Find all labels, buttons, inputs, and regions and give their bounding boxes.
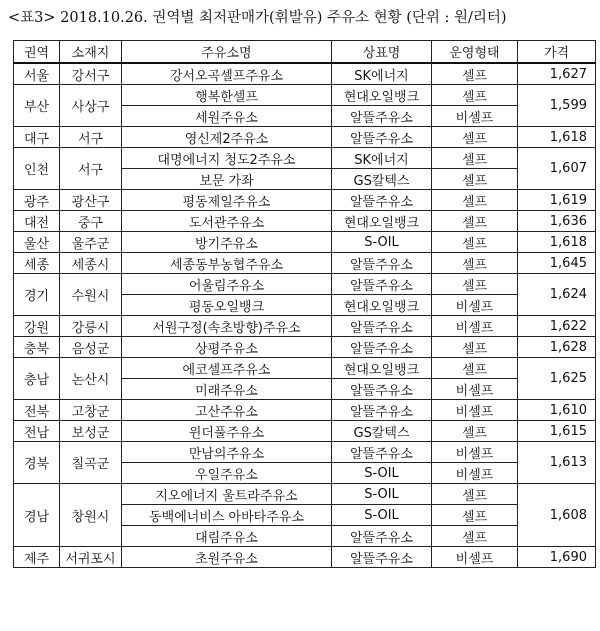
header-station-name: 주유소명: [122, 41, 332, 64]
header-brand: 상표명: [332, 41, 432, 64]
price-cell: 1,622: [518, 316, 596, 337]
region-cell: 경남: [14, 484, 60, 547]
brand-cell: 현대오일뱅크: [332, 85, 432, 106]
table-row: [14, 316, 596, 337]
price-cell: 1,599: [518, 85, 596, 127]
brand-cell: 알뜰주유소: [332, 274, 432, 295]
station-name-cell: 동백에너비스 아바타주유소: [122, 505, 332, 526]
region-cell: 대전: [14, 211, 60, 232]
price-cell: 1,625: [518, 358, 596, 400]
operation-type-cell: 셀프: [432, 190, 518, 211]
region-cell: 충남: [14, 358, 60, 400]
location-cell: 수원시: [60, 274, 122, 316]
station-name-cell: 에코셀프주유소: [122, 358, 332, 379]
station-name-cell: 미래주유소: [122, 379, 332, 400]
brand-cell: 알뜰주유소: [332, 127, 432, 148]
table-row: [14, 421, 596, 442]
location-cell: 칠곡군: [60, 442, 122, 484]
station-name-cell: 지오에너지 울트라주유소: [122, 484, 332, 505]
operation-type-cell: 비셀프: [432, 379, 518, 400]
table-row: [14, 148, 596, 169]
location-cell: 강서구: [60, 63, 122, 85]
brand-cell: S-OIL: [332, 484, 432, 505]
operation-type-cell: 셀프: [432, 85, 518, 106]
brand-cell: 알뜰주유소: [332, 316, 432, 337]
brand-cell: GS칼텍스: [332, 169, 432, 190]
header-region: 권역: [14, 41, 60, 64]
station-name-cell: 대림주유소: [122, 526, 332, 547]
operation-type-cell: 셀프: [432, 169, 518, 190]
header-price: 가격: [518, 41, 596, 64]
price-cell: 1,618: [518, 232, 596, 253]
table-row: [14, 337, 596, 358]
operation-type-cell: 비셀프: [432, 106, 518, 127]
price-cell: 1,636: [518, 211, 596, 232]
location-cell: 중구: [60, 211, 122, 232]
operation-type-cell: 셀프: [432, 274, 518, 295]
table-body: [14, 63, 596, 568]
price-cell: 1,624: [518, 274, 596, 316]
brand-cell: S-OIL: [332, 505, 432, 526]
price-cell: 1,607: [518, 148, 596, 190]
station-name-cell: 강서오곡셀프주유소: [122, 63, 332, 85]
location-cell: 서귀포시: [60, 547, 122, 568]
price-cell: 1,610: [518, 400, 596, 421]
operation-type-cell: 셀프: [432, 421, 518, 442]
table-row: [14, 211, 596, 232]
operation-type-cell: 셀프: [432, 211, 518, 232]
brand-cell: 알뜰주유소: [332, 379, 432, 400]
gas-station-table: [13, 40, 596, 568]
station-name-cell: 우일주유소: [122, 463, 332, 484]
station-name-cell: 영신제2주유소: [122, 127, 332, 148]
price-cell: 1,608: [518, 484, 596, 547]
operation-type-cell: 셀프: [432, 358, 518, 379]
location-cell: 세종시: [60, 253, 122, 274]
header-location: 소재지: [60, 41, 122, 64]
price-cell: 1,619: [518, 190, 596, 211]
operation-type-cell: 비셀프: [432, 547, 518, 568]
station-name-cell: 평동오일뱅크: [122, 295, 332, 316]
region-cell: 인천: [14, 148, 60, 190]
table-row: [14, 85, 596, 106]
brand-cell: S-OIL: [332, 463, 432, 484]
brand-cell: S-OIL: [332, 232, 432, 253]
brand-cell: SK에너지: [332, 63, 432, 85]
operation-type-cell: 셀프: [432, 232, 518, 253]
location-cell: 논산시: [60, 358, 122, 400]
location-cell: 음성군: [60, 337, 122, 358]
operation-type-cell: 셀프: [432, 337, 518, 358]
brand-cell: 알뜰주유소: [332, 337, 432, 358]
price-cell: 1,615: [518, 421, 596, 442]
brand-cell: 현대오일뱅크: [332, 211, 432, 232]
price-cell: 1,628: [518, 337, 596, 358]
region-cell: 대구: [14, 127, 60, 148]
brand-cell: 알뜰주유소: [332, 526, 432, 547]
table-row: [14, 400, 596, 421]
station-name-cell: 상평주유소: [122, 337, 332, 358]
price-cell: 1,627: [518, 63, 596, 85]
region-cell: 전남: [14, 421, 60, 442]
table-row: [14, 232, 596, 253]
region-cell: 부산: [14, 85, 60, 127]
station-name-cell: 방기주유소: [122, 232, 332, 253]
region-cell: 강원: [14, 316, 60, 337]
station-name-cell: 서원구정(속초방향)주유소: [122, 316, 332, 337]
station-name-cell: 세종동부농협주유소: [122, 253, 332, 274]
table-row: [14, 274, 596, 295]
table-row: [14, 63, 596, 85]
brand-cell: 알뜰주유소: [332, 106, 432, 127]
location-cell: 고창군: [60, 400, 122, 421]
region-cell: 세종: [14, 253, 60, 274]
region-cell: 충북: [14, 337, 60, 358]
region-cell: 울산: [14, 232, 60, 253]
station-name-cell: 만남의주유소: [122, 442, 332, 463]
brand-cell: 알뜰주유소: [332, 400, 432, 421]
region-cell: 경북: [14, 442, 60, 484]
location-cell: 창원시: [60, 484, 122, 547]
region-cell: 제주: [14, 547, 60, 568]
station-name-cell: 초원주유소: [122, 547, 332, 568]
brand-cell: GS칼텍스: [332, 421, 432, 442]
brand-cell: 알뜰주유소: [332, 253, 432, 274]
table-row: [14, 358, 596, 379]
operation-type-cell: 셀프: [432, 63, 518, 85]
region-cell: 전북: [14, 400, 60, 421]
operation-type-cell: 비셀프: [432, 295, 518, 316]
table-caption: <표3> 2018.10.26. 권역별 최저판매가(휘발유) 주유소 현황 (단위 : 원/리터): [8, 10, 507, 26]
station-name-cell: 대명에너지 청도2주유소: [122, 148, 332, 169]
location-cell: 광산구: [60, 190, 122, 211]
station-name-cell: 도서관주유소: [122, 211, 332, 232]
table-row: [14, 253, 596, 274]
operation-type-cell: 셀프: [432, 526, 518, 547]
station-name-cell: 어울림주유소: [122, 274, 332, 295]
table-row: [14, 127, 596, 148]
operation-type-cell: 비셀프: [432, 442, 518, 463]
operation-type-cell: 셀프: [432, 148, 518, 169]
price-cell: 1,645: [518, 253, 596, 274]
location-cell: 보성군: [60, 421, 122, 442]
region-cell: 서울: [14, 63, 60, 85]
price-cell: 1,618: [518, 127, 596, 148]
brand-cell: 알뜰주유소: [332, 442, 432, 463]
header-row: [14, 41, 596, 64]
operation-type-cell: 셀프: [432, 253, 518, 274]
header-operation-type: 운영형태: [432, 41, 518, 64]
location-cell: 울주군: [60, 232, 122, 253]
station-name-cell: 보문 가좌: [122, 169, 332, 190]
operation-type-cell: 비셀프: [432, 316, 518, 337]
location-cell: 강릉시: [60, 316, 122, 337]
brand-cell: 알뜰주유소: [332, 547, 432, 568]
table-row: [14, 547, 596, 568]
operation-type-cell: 셀프: [432, 484, 518, 505]
table-row: [14, 190, 596, 211]
location-cell: 서구: [60, 127, 122, 148]
station-name-cell: 윈더풀주유소: [122, 421, 332, 442]
station-name-cell: 행복한셀프: [122, 85, 332, 106]
table-row: [14, 484, 596, 505]
station-name-cell: 고산주유소: [122, 400, 332, 421]
brand-cell: 현대오일뱅크: [332, 358, 432, 379]
operation-type-cell: 셀프: [432, 505, 518, 526]
operation-type-cell: 비셀프: [432, 463, 518, 484]
station-name-cell: 세원주유소: [122, 106, 332, 127]
price-cell: 1,613: [518, 442, 596, 484]
brand-cell: 현대오일뱅크: [332, 295, 432, 316]
region-cell: 경기: [14, 274, 60, 316]
brand-cell: SK에너지: [332, 148, 432, 169]
operation-type-cell: 비셀프: [432, 400, 518, 421]
price-cell: 1,690: [518, 547, 596, 568]
brand-cell: 알뜰주유소: [332, 190, 432, 211]
location-cell: 서구: [60, 148, 122, 190]
location-cell: 사상구: [60, 85, 122, 127]
table-row: [14, 442, 596, 463]
operation-type-cell: 셀프: [432, 127, 518, 148]
region-cell: 광주: [14, 190, 60, 211]
station-name-cell: 평동제일주유소: [122, 190, 332, 211]
